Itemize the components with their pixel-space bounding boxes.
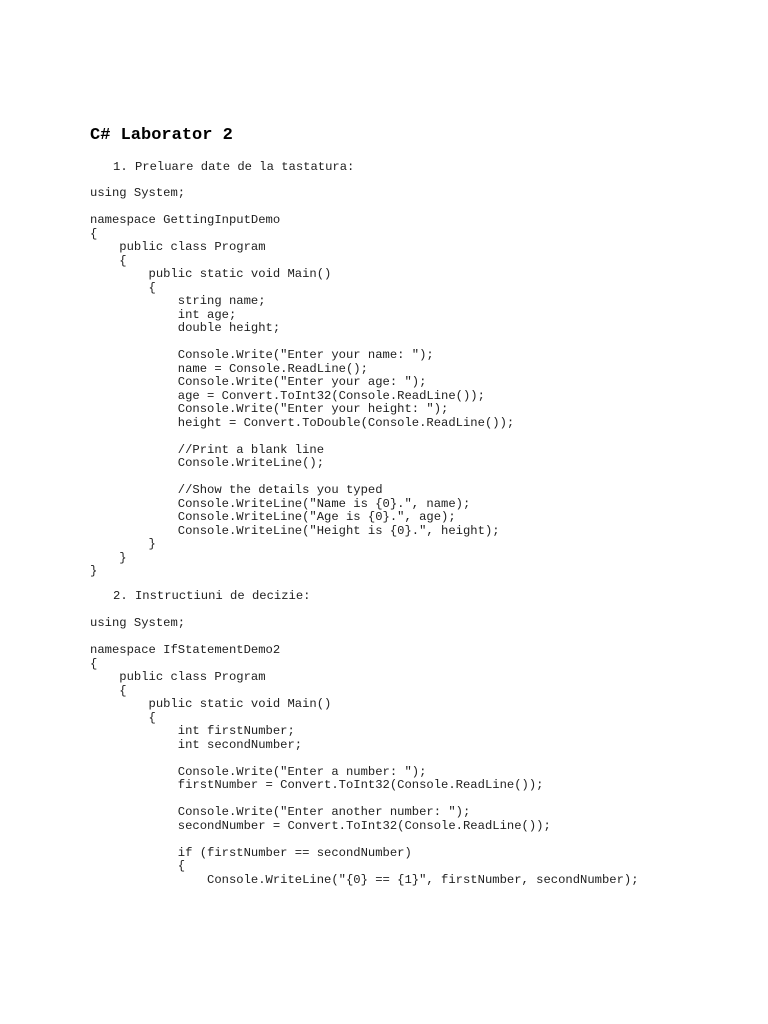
code-line: age = Convert.ToInt32(Console.ReadLine()); [90,388,485,403]
code-line: using System; [90,186,186,200]
code-block-input-demo [90,187,514,579]
code-line: Console.Write("Enter a number: "); [90,764,427,779]
code-line: Console.Write("Enter your height: "); [90,402,449,416]
code-line: Console.Write("Enter another number: "); [90,805,471,819]
code-line: Console.Write("Enter your age: "); [90,375,427,389]
code-line: { [90,253,127,268]
code-line: //Print a blank line [90,442,325,457]
code-line [90,430,514,444]
code-line [90,631,639,645]
code-line: int age; [90,307,237,322]
document-title: C# Laborator 2 [90,126,233,145]
section-heading-input: 1. Preluare date de la tastatura: [113,160,355,174]
code-line: height = Convert.ToDouble(Console.ReadLine()); [90,415,515,430]
code-line: int firstNumber; [90,724,295,738]
code-line: Console.WriteLine("Age is {0}.", age); [90,510,456,524]
code-line: string name; [90,294,266,308]
code-line: name = Console.ReadLine(); [90,361,368,376]
code-line: firstNumber = Convert.ToInt32(Console.ReadLine()); [90,778,544,792]
code-line: { [90,656,98,671]
code-line: } [90,537,156,551]
code-line: namespace IfStatementDemo2 [90,643,281,657]
code-line [90,833,639,847]
code-line [90,752,639,766]
code-line: Console.WriteLine("Height is {0}.", height); [90,523,500,538]
code-line [90,471,514,485]
code-line [90,336,514,350]
code-line: secondNumber = Convert.ToInt32(Console.ReadLine()); [90,818,551,833]
code-line: public class Program [90,240,266,254]
code-line: Console.WriteLine("{0} == {1}", firstNumber, secondNumber); [90,872,639,887]
code-line: { [90,710,156,725]
code-line: public static void Main() [90,697,332,711]
code-line: Console.WriteLine(); [90,456,325,470]
code-line: { [90,859,186,873]
code-line: Console.WriteLine("Name is {0}.", name); [90,496,471,511]
code-line: int secondNumber; [90,737,303,752]
code-line: //Show the details you typed [90,483,383,497]
code-block-if-demo [90,617,639,887]
code-line: public static void Main() [90,267,332,281]
code-line [90,793,639,807]
code-line: double height; [90,321,281,335]
section-heading-decision: 2. Instructiuni de decizie: [113,589,311,603]
code-line: using System; [90,616,186,630]
code-line: } [90,564,98,578]
code-line: } [90,550,127,565]
code-line: { [90,280,156,295]
code-line: { [90,226,98,241]
code-line: if (firstNumber == secondNumber) [90,845,412,860]
code-line: namespace GettingInputDemo [90,213,281,227]
code-line: public class Program [90,670,266,684]
code-line: Console.Write("Enter your name: "); [90,348,434,362]
code-line [90,201,514,215]
code-line: { [90,683,127,698]
